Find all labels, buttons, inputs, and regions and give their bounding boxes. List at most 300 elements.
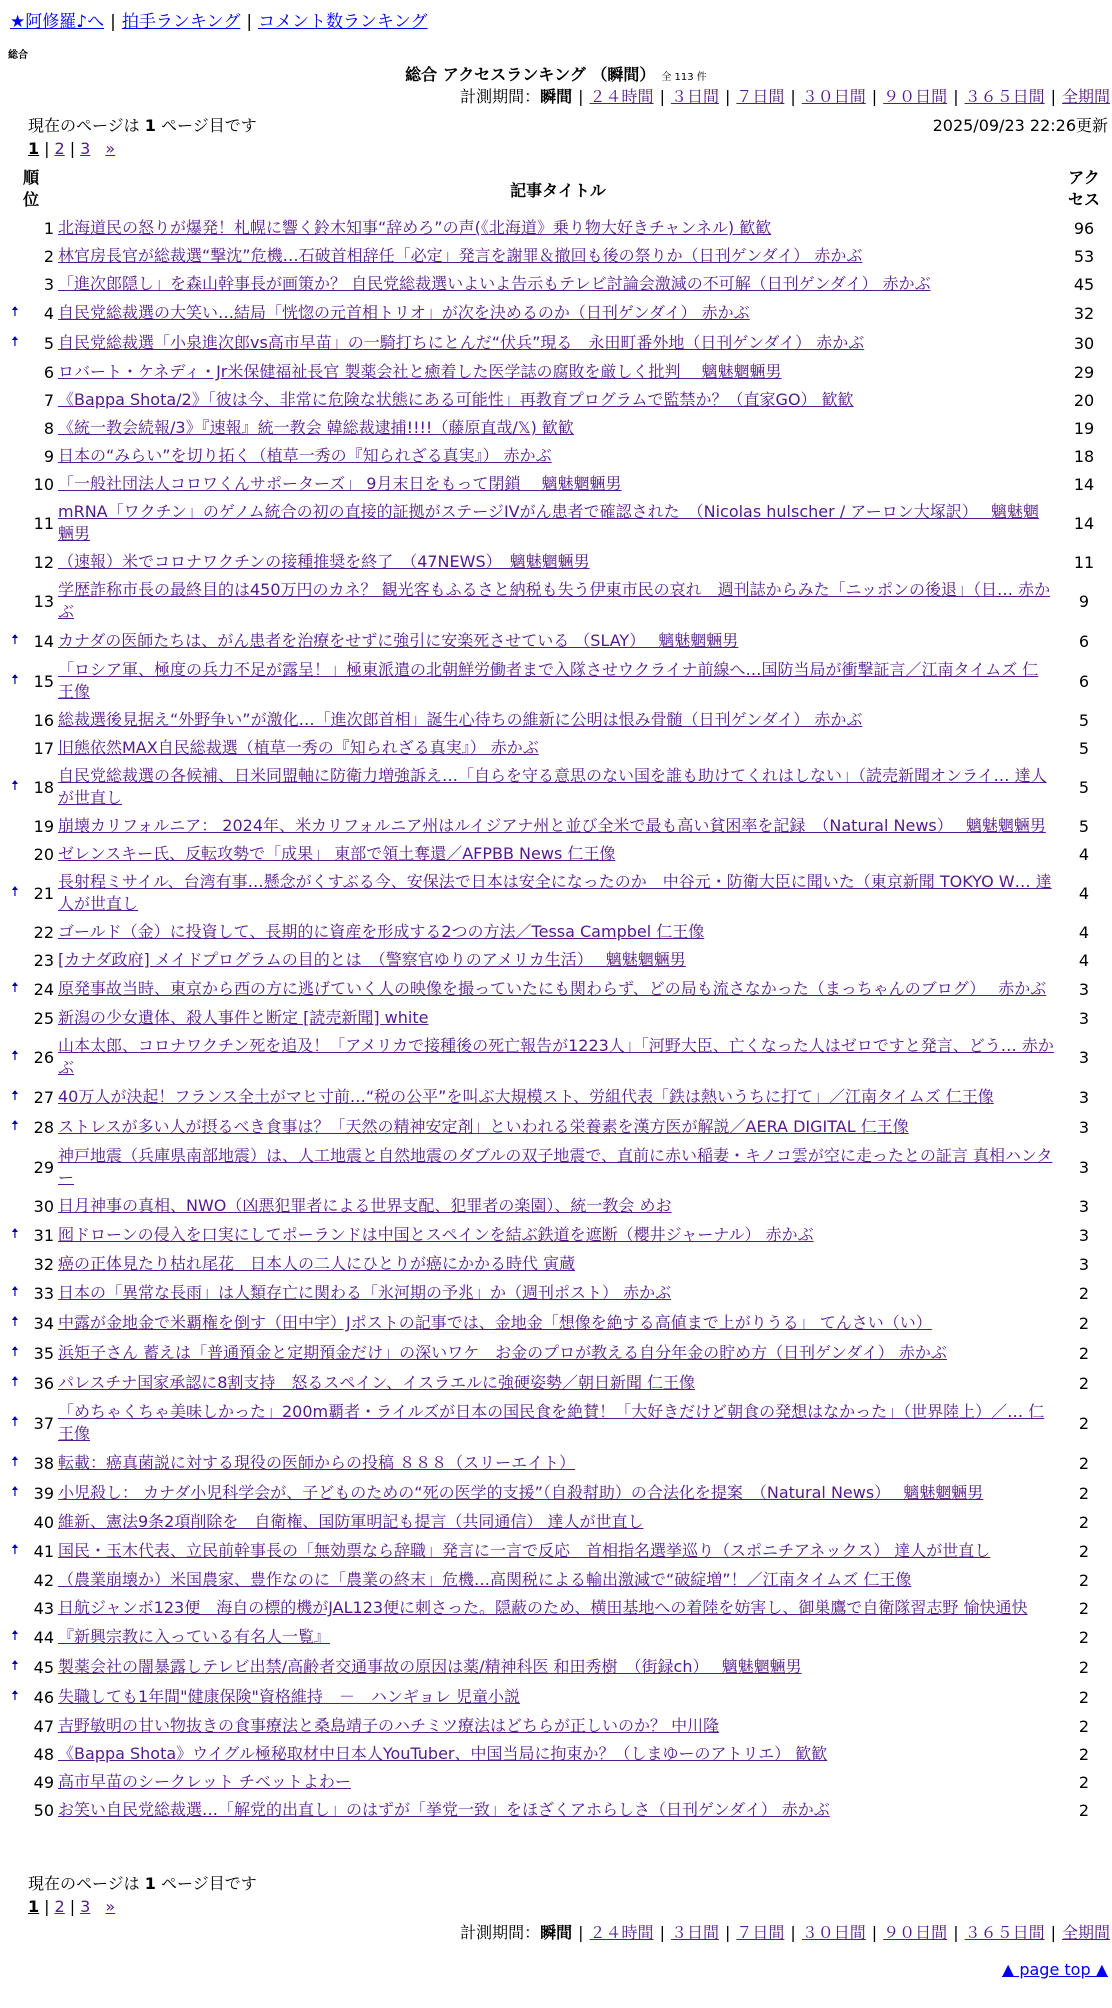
rank-number: 9 [43, 446, 54, 466]
table-header [6, 164, 1108, 214]
rank-number: 30 [33, 1196, 54, 1216]
rank-number: 4 [43, 303, 54, 323]
article-link[interactable]: ゼレンスキー氏、反転攻勢で「成果」 東部で領土奪還／AFPBB News 仁王像 [58, 844, 616, 863]
period-separator: | [659, 87, 665, 106]
access-count: 2 [1078, 1598, 1090, 1618]
article-link[interactable]: 《Bappa Shota/2》「彼は今、非常に危険な状態にある可能性」再教育プログラムで監禁か？（直家GO） 歓歓 [58, 390, 854, 409]
rank-up-icon [6, 242, 24, 270]
article-title-cell [56, 1192, 1060, 1220]
table-row [6, 1398, 1108, 1448]
article-link[interactable]: 山本太郎、コロナワクチン死を追及！「アメリカで接種後の死亡報告が1223人」「河野大臣、亡くなった人はゼロですと発言、どう… 赤かぶ [58, 1036, 1054, 1077]
access-count: 2 [1078, 1541, 1090, 1561]
rank-up-icon: 🠅 [11, 1118, 19, 1134]
article-link[interactable]: 中露が金地金で米覇権を倒す（田中宇）Jポストの記事では、金地金「想像を絶する高値まで上がりうる」 てんさい（い） [58, 1313, 932, 1332]
period-selector-bottom [460, 1922, 1110, 1944]
article-title-cell [56, 1398, 1060, 1448]
article-title-cell [56, 270, 1060, 298]
article-link[interactable]: 旧態依然MAX自民総裁選（植草一秀の『知られざる真実』） 赤かぶ [58, 738, 539, 757]
period-30d-link[interactable]: ３０日間 [801, 1923, 866, 1942]
rank-number: 36 [33, 1373, 54, 1393]
access-count: 30 [1073, 333, 1095, 353]
article-link[interactable]: 失職しても1年間"健康保険"資格維持 － ハンギョレ 児童小説 [58, 1687, 520, 1706]
article-link[interactable]: （農業崩壊か）米国農家、豊作なのに「農業の終末」危機…高関税による輸出激減で“破綻増”！／江南タイムズ 仁王像 [58, 1570, 912, 1589]
period-separator: | [659, 1923, 665, 1942]
article-title-cell [56, 656, 1060, 706]
article-title-cell [56, 576, 1060, 626]
article-link[interactable]: 学歴詐称市長の最終目的は450万円のカネ？ 観光客もふるさと納税も失う伊東市民の哀れ 週刊誌からみた「ニッポンの後退」（日… 赤かぶ [58, 580, 1051, 621]
access-count: 2 [1078, 1687, 1090, 1707]
article-link[interactable]: 自民党総裁選の各候補、日米同盟軸に防衛力増強訴え…「自らを守る意思のない国を誰も助けてくれはしない」（読売新聞オンライ… 達人が世直し [58, 766, 1047, 807]
rank-up-icon: 🠅 [11, 1414, 19, 1430]
table-row [6, 1112, 1108, 1142]
access-count: 9 [1078, 591, 1090, 611]
page-info-top [28, 115, 257, 137]
article-title-cell [56, 1338, 1060, 1368]
access-count: 3 [1078, 1157, 1090, 1177]
top-nav [10, 10, 428, 34]
access-count: 2 [1078, 1343, 1090, 1363]
pager-bottom [28, 1896, 115, 1918]
rank-number: 49 [33, 1772, 54, 1792]
clap-ranking-link[interactable]: 拍手ランキング [121, 12, 241, 32]
article-link[interactable]: 《Bappa Shota》ウイグル極秘取材中日本人YouTuber、中国当局に拘束か？（しまゆーのアトリエ） 歓歓 [58, 1744, 828, 1763]
table-row [6, 1142, 1108, 1192]
access-count: 18 [1073, 446, 1095, 466]
article-link[interactable]: 癌の正体見たり枯れ尾花 日本人の二人にひとりが癌にかかる時代 寅蔵 [58, 1254, 576, 1273]
rank-number: 42 [33, 1570, 54, 1590]
table-row [6, 1278, 1108, 1308]
article-link[interactable]: mRNA「ワクチン」のゲノム統合の初の直接的証拠がステージIVがん患者で確認された （Nicolas hulscher / アーロン大塚訳） 魑魅魍魎男 [58, 502, 1039, 543]
pager-next[interactable]: » [105, 139, 116, 158]
rank-number: 50 [33, 1800, 54, 1820]
period-365d-link[interactable]: ３６５日間 [964, 1923, 1045, 1942]
article-link[interactable]: 日航ジャンボ123便 海自の標的機がJAL123便に刺さった。隠蔽のため、横田基地への着陸を妨害し、御巣鷹で自衛隊習志野 愉快通快 [58, 1598, 1028, 1617]
rank-up-icon [6, 470, 24, 498]
period-365d-link[interactable]: ３６５日間 [964, 87, 1045, 106]
period-90d-link[interactable]: ９０日間 [883, 87, 948, 106]
article-title-cell [56, 1250, 1060, 1278]
article-title-cell [56, 414, 1060, 442]
article-link[interactable]: 林官房長官が総裁選“撃沈”危機…石破首相辞任「必定」発言を謝罪＆撤回も後の祭りか（日刊ゲンダイ） 赤かぶ [58, 246, 863, 265]
rank-up-icon [6, 414, 24, 442]
rank-number: 17 [33, 738, 54, 758]
rank-up-icon: 🠅 [11, 1048, 19, 1064]
table-row [6, 1082, 1108, 1112]
page-info-bottom [28, 1873, 257, 1895]
rank-up-icon: 🠅 [11, 778, 19, 794]
pager-page-3[interactable]: 3 [80, 139, 91, 158]
article-title-cell [56, 214, 1060, 242]
article-title-cell [56, 1278, 1060, 1308]
rank-up-icon [6, 270, 24, 298]
rank-number: 11 [33, 513, 54, 533]
period-90d-link[interactable]: ９０日間 [883, 1923, 948, 1942]
article-link[interactable]: お笑い自民党総裁選…「解党的出直し」のはずが「挙党一致」をほざくアホらしさ（日刊ゲンダイ） 赤かぶ [58, 1800, 830, 1819]
article-title-cell [56, 974, 1060, 1004]
article-link[interactable]: 日月神事の真相、NWO（凶悪犯罪者による世界支配、犯罪者の楽園）、統一教会 めお [58, 1196, 672, 1215]
period-7d-link[interactable]: ７日間 [736, 1923, 785, 1942]
rank-up-icon: 🠅 [11, 304, 19, 320]
article-link[interactable]: 日本の「異常な長雨」は人類存亡に関わる「氷河期の予兆」か（週刊ポスト） 赤かぶ [58, 1283, 672, 1302]
period-all-link[interactable]: 全期間 [1061, 1923, 1110, 1942]
pager-next[interactable]: » [105, 1897, 116, 1916]
period-24h-link[interactable]: ２４時間 [589, 87, 654, 106]
rank-up-icon: 🠅 [11, 980, 19, 996]
article-title-cell [56, 812, 1060, 840]
rank-number: 12 [33, 552, 54, 572]
article-link[interactable]: 転載：癌真菌説に対する現役の医師からの投稿 ８８８（スリーエイト） [58, 1453, 576, 1472]
rank-up-icon [6, 358, 24, 386]
article-title-cell [56, 242, 1060, 270]
rank-number: 37 [33, 1413, 54, 1433]
pager-separator: | [69, 139, 76, 158]
col-access-label: アクセス [1067, 168, 1100, 209]
rank-number: 41 [33, 1541, 54, 1561]
period-separator: | [790, 1923, 796, 1942]
pager-space [95, 1897, 100, 1916]
article-link[interactable]: ロバート・ケネディ・Jr米保健福祉長官 製薬会社と癒着した医学誌の腐敗を厳しく批判 魑魅魍魎男 [58, 362, 782, 381]
access-count: 5 [1078, 816, 1090, 836]
access-count: 2 [1078, 1313, 1090, 1333]
table-row [6, 918, 1108, 946]
rank-number: 31 [33, 1225, 54, 1245]
access-count: 3 [1078, 1047, 1090, 1067]
article-link[interactable]: 自民党総裁選の大笑い…結局「恍惚の元首相トリオ」が次を決めるのか（日刊ゲンダイ） 赤かぶ [58, 303, 750, 322]
access-count: 6 [1078, 671, 1090, 691]
rank-number: 38 [33, 1453, 54, 1473]
article-link[interactable]: 小児殺し： カナダ小児科学会が、子どものための“死の医学的支援”（自殺幇助）の合法化を提案 （Natural News） 魑魅魍魎男 [58, 1483, 984, 1502]
period-separator: | [871, 1923, 878, 1942]
rank-up-icon [6, 1004, 24, 1032]
period-30d-link[interactable]: ３０日間 [801, 87, 866, 106]
article-link[interactable]: 浜矩子さん 蓄えは「普通預金と定期預金だけ」の深いワケ お金のプロが教える自分年金の貯め方（日刊ゲンダイ） 赤かぶ [58, 1343, 947, 1362]
period-separator: | [1050, 87, 1056, 106]
article-link[interactable]: 「一般社団法人コロワくんサポーターズ」 9月末日をもって閉鎖 魑魅魍魎男 [58, 474, 622, 493]
access-count: 19 [1073, 418, 1095, 438]
rank-up-icon: 🠅 [11, 884, 19, 900]
article-link[interactable]: 維新、憲法9条2項削除を 自衛権、国防軍明記も提言（共同通信） 達人が世直し [58, 1512, 644, 1531]
pager-separator: | [69, 1897, 76, 1916]
rank-up-icon [6, 1594, 24, 1622]
rank-up-icon [6, 1192, 24, 1220]
comment-ranking-link[interactable]: コメント数ランキング [258, 12, 428, 32]
rank-number: 43 [33, 1598, 54, 1618]
period-all-link[interactable]: 全期間 [1061, 87, 1110, 106]
article-link[interactable]: 「進次郎隠し」を森山幹事長が画策か？ 自民党総裁選いよいよ告示もテレビ討論会激減の不可解（日刊ゲンダイ） 赤かぶ [58, 274, 931, 293]
period-separator: | [1050, 1923, 1056, 1942]
access-count: 2 [1078, 1627, 1090, 1647]
rank-number: 22 [33, 922, 54, 942]
access-count: 96 [1073, 218, 1095, 238]
table-row [6, 328, 1108, 358]
col-rank-header [6, 164, 56, 214]
article-title-cell [56, 918, 1060, 946]
table-row [6, 1220, 1108, 1250]
access-count: 2 [1078, 1772, 1090, 1792]
table-row [6, 1652, 1108, 1682]
ranking-body [6, 214, 1108, 1824]
table-row [6, 1594, 1108, 1622]
table-row [6, 946, 1108, 974]
rank-up-icon [6, 1142, 24, 1192]
access-count: 2 [1078, 1800, 1090, 1820]
table-row [6, 1682, 1108, 1712]
article-link[interactable]: 日本の“みらい”を切り拓く（植草一秀の『知られざる真実』） 赤かぶ [58, 446, 552, 465]
article-link[interactable]: 「めちゃくちゃ美味しかった」200m覇者・ライルズが日本の国民食を絶賛！「大好きだけど朝食の発想はなかった」（世界陸上）／… 仁王像 [58, 1402, 1045, 1443]
article-title-cell [56, 1220, 1060, 1250]
article-link[interactable]: 北海道民の怒りが爆発！札幌に響く鈴木知事“辞めろ”の声(《北海道》乗り物大好きチャンネル) 歓歓 [58, 218, 772, 237]
article-title-cell [56, 1566, 1060, 1594]
period-3d-link[interactable]: ３日間 [670, 1923, 719, 1942]
article-link[interactable]: カナダの医師たちは、がん患者を治療をせずに強引に安楽死させている （SLAY） 魑魅魍魎男 [58, 631, 739, 650]
article-link[interactable]: 40万人が決起！フランス全土がマヒ寸前…“税の公平”を叫ぶ大規模スト、労組代表「鉄は熱いうちに打て」／江南タイムズ 仁王像 [58, 1087, 994, 1106]
rank-number: 25 [33, 1008, 54, 1028]
access-count: 45 [1073, 274, 1095, 294]
article-link[interactable]: 国民・玉木代表、立民前幹事長の「無効票なら辞職」発言に一言で反応 首相指名選挙巡り（スポニチアネックス） 達人が世直し [58, 1541, 991, 1560]
access-count: 20 [1073, 390, 1095, 410]
article-title-cell [56, 1368, 1060, 1398]
rank-up-icon [6, 1566, 24, 1594]
article-title-cell [56, 1112, 1060, 1142]
rank-up-icon [6, 1712, 24, 1740]
article-title-cell [56, 442, 1060, 470]
article-title-cell [56, 1768, 1060, 1796]
pager-current: 1 [28, 139, 40, 158]
access-count: 14 [1073, 474, 1095, 494]
article-title-cell [56, 328, 1060, 358]
rank-number: 8 [43, 418, 54, 438]
period-label: 計測期間： [460, 1923, 541, 1942]
table-row [6, 386, 1108, 414]
period-7d-link[interactable]: ７日間 [736, 87, 785, 106]
period-separator: | [724, 87, 731, 106]
article-title-cell [56, 1652, 1060, 1682]
article-link[interactable]: 長射程ミサイル、台湾有事…懸念がくすぶる今、安保法で日本は安全になったのか 中谷元・防衛大臣に聞いた（東京新聞 TOKYO W… 達人が世直し [58, 872, 1052, 913]
article-link[interactable]: 原発事故当時、東京から西の方に逃げていく人の映像を撮っていたにも関わらず、どの局も流さなかった（まっちゃんのブログ） 赤かぶ [58, 979, 1047, 998]
period-24h-link[interactable]: ２４時間 [589, 1923, 654, 1942]
rank-up-icon: 🠅 [11, 1688, 19, 1704]
access-count: 2 [1078, 1716, 1090, 1736]
article-link[interactable]: 吉野敏明の甘い物抜きの食事療法と桑島靖子のハチミツ療法はどちらが正しいのか？ 中川隆 [58, 1716, 720, 1735]
access-count: 11 [1073, 552, 1095, 572]
rank-number: 46 [33, 1687, 54, 1707]
rank-number: 18 [33, 777, 54, 797]
rank-up-icon [6, 576, 24, 626]
rank-up-icon [6, 214, 24, 242]
access-count: 3 [1078, 979, 1090, 999]
rank-up-icon: 🠅 [11, 1226, 19, 1242]
table-row [6, 298, 1108, 328]
article-title-cell [56, 706, 1060, 734]
article-link[interactable]: 総裁選後見据え“外野争い”が激化…「進次郎首相」誕生心待ちの維新に公明は恨み骨髄（日刊ゲンダイ） 赤かぶ [58, 710, 863, 729]
access-count: 2 [1078, 1512, 1090, 1532]
article-title-cell [56, 470, 1060, 498]
article-link[interactable]: 自民党総裁選「小泉進次郎vs高市早苗」の一騎打ちにとんだ“伏兵”現る 永田町番外地（日刊ゲンダイ） 赤かぶ [58, 333, 865, 352]
access-count: 14 [1073, 513, 1095, 533]
rank-up-icon: 🠅 [11, 632, 19, 648]
rank-number: 35 [33, 1343, 54, 1363]
rank-number: 20 [33, 844, 54, 864]
rank-number: 7 [43, 390, 54, 410]
article-title-cell [56, 762, 1060, 812]
article-title-cell [56, 1594, 1060, 1622]
col-rank-label: 順位 [22, 168, 39, 209]
article-link[interactable]: ゴールド（金）に投資して、長期的に資産を形成する2つの方法／Tessa Campbel 仁王像 [58, 922, 705, 941]
access-count: 2 [1078, 1373, 1090, 1393]
rank-up-icon: 🠅 [11, 334, 19, 350]
rank-up-icon: 🠅 [11, 1344, 19, 1360]
article-link[interactable]: 「ロシア軍、極度の兵力不足が露呈！」極東派遣の北朝鮮労働者まで入隊させウクライナ前線へ…国防当局が衝撃証言／江南タイムズ 仁王像 [58, 660, 1039, 701]
article-title-cell [56, 1082, 1060, 1112]
table-row [6, 1338, 1108, 1368]
table-row [6, 974, 1108, 1004]
article-title-cell [56, 548, 1060, 576]
article-title-cell [56, 1796, 1060, 1824]
article-title-cell [56, 868, 1060, 918]
access-count: 4 [1078, 883, 1090, 903]
updated-timestamp: 2025/09/23 22:26更新 [932, 116, 1108, 135]
article-title-cell [56, 1622, 1060, 1652]
article-title-cell [56, 358, 1060, 386]
article-link[interactable]: 『新興宗教に入っている有名人一覧』 [58, 1627, 331, 1646]
pager-page-3[interactable]: 3 [80, 1897, 91, 1916]
table-row [6, 1536, 1108, 1566]
rank-up-icon [6, 548, 24, 576]
access-count: 2 [1078, 1570, 1090, 1590]
article-link[interactable]: 崩壊カリフォルニア： 2024年、米カリフォルニア州はルイジアナ州と並び全米で最も高い貧困率を記録 （Natural News） 魑魅魍魎男 [58, 816, 1046, 835]
article-link[interactable]: 新潟の少女遺体、殺人事件と断定 [読売新聞] white [58, 1008, 429, 1027]
rank-number: 40 [33, 1512, 54, 1532]
access-count: 3 [1078, 1225, 1090, 1245]
page-top-link[interactable]: ▲ page top ▲ [1001, 1960, 1108, 1979]
table-row [6, 242, 1108, 270]
table-row [6, 1566, 1108, 1594]
article-link[interactable]: ストレスが多い人が摂るべき食事は？「天然の精神安定剤」といわれる栄養素を漢方医が解説／AERA DIGITAL 仁王像 [58, 1117, 909, 1136]
pager-page-2[interactable]: 2 [54, 1897, 65, 1916]
rank-up-icon: 🠅 [11, 1454, 19, 1470]
rank-number: 13 [33, 591, 54, 611]
access-count: 3 [1078, 1254, 1090, 1274]
rank-up-icon [6, 1508, 24, 1536]
rank-up-icon [6, 1250, 24, 1278]
article-link[interactable]: （速報）米でコロナワクチンの接種推奨を終了 （47NEWS） 魑魅魍魎男 [58, 552, 590, 571]
access-count: 4 [1078, 950, 1090, 970]
ranking-title: 総合 アクセスランキング （瞬間） [405, 65, 656, 84]
rank-up-icon: 🠅 [11, 1658, 19, 1674]
rank-up-icon [6, 386, 24, 414]
period-selector-top [460, 86, 1110, 108]
article-title-cell [56, 1032, 1060, 1082]
rank-up-icon [6, 1768, 24, 1796]
table-row [6, 1768, 1108, 1796]
table-row [6, 1448, 1108, 1478]
col-title-header: 記事タイトル [510, 180, 606, 200]
rank-up-icon [6, 442, 24, 470]
table-row [6, 1712, 1108, 1740]
access-count: 32 [1073, 303, 1095, 323]
period-separator: | [578, 87, 584, 106]
period-separator: | [953, 87, 959, 106]
access-count: 5 [1078, 710, 1090, 730]
rank-number: 5 [43, 333, 54, 353]
article-title-cell [56, 1308, 1060, 1338]
article-title-cell [56, 1478, 1060, 1508]
total-count: 全 113 件 [661, 72, 707, 83]
period-current: 瞬間 [540, 87, 573, 106]
access-count: 3 [1078, 1196, 1090, 1216]
rank-number: 47 [33, 1716, 54, 1736]
pager-space [95, 139, 100, 158]
period-3d-link[interactable]: ３日間 [670, 87, 719, 106]
home-link[interactable]: ★阿修羅♪へ [10, 12, 105, 32]
rank-number: 6 [43, 362, 54, 382]
article-title-cell [56, 298, 1060, 328]
article-title-cell [56, 946, 1060, 974]
rank-up-icon [6, 946, 24, 974]
rank-number: 21 [33, 883, 54, 903]
rank-number: 29 [33, 1157, 54, 1177]
rank-number: 23 [33, 950, 54, 970]
rank-number: 39 [33, 1483, 54, 1503]
table-row [6, 548, 1108, 576]
pager-page-2[interactable]: 2 [54, 139, 65, 158]
rank-up-icon: 🠅 [11, 1542, 19, 1558]
article-link[interactable]: 《統一教会続報/3》『速報』統一教会 韓総裁逮捕!!!!（藤原直哉/𝕏) 歓歓 [58, 418, 574, 437]
article-link[interactable]: 高市早苗のシークレット チベットよわー [58, 1772, 351, 1791]
access-count: 29 [1073, 362, 1095, 382]
rank-number: 32 [33, 1254, 54, 1274]
article-title-cell [56, 1740, 1060, 1768]
rank-number: 27 [33, 1087, 54, 1107]
page-info-suffix: ページ目です [161, 116, 257, 135]
period-separator: | [790, 87, 796, 106]
rank-number: 1 [43, 218, 54, 238]
table-row [6, 414, 1108, 442]
rank-up-icon: 🠅 [11, 1484, 19, 1500]
access-count: 5 [1078, 777, 1090, 797]
access-count: 2 [1078, 1483, 1090, 1503]
rank-number: 3 [43, 274, 54, 294]
page-info-number: 1 [144, 116, 156, 135]
rank-up-icon [6, 1796, 24, 1824]
table-row [6, 442, 1108, 470]
period-current: 瞬間 [540, 1923, 573, 1942]
article-link[interactable]: パレスチナ国家承認に8割支持 怒るスペイン、イスラエルに強硬姿勢／朝日新聞 仁王像 [58, 1373, 696, 1392]
table-row [6, 1478, 1108, 1508]
table-row [6, 1796, 1108, 1824]
article-link[interactable]: 神戸地震（兵庫県南部地震）は、人工地震と自然地震のダブルの双子地震で、直前に赤い稲妻・キノコ雲が空に走ったとの証言 真相ハンター [58, 1146, 1053, 1187]
article-link[interactable]: 囮ドローンの侵入を口実にしてポーランドは中国とスペインを結ぶ鉄道を遮断（櫻井ジャーナル） 赤かぶ [58, 1225, 814, 1244]
access-count: 3 [1078, 1117, 1090, 1137]
table-row [6, 1250, 1108, 1278]
table-row [6, 626, 1108, 656]
table-row [6, 1740, 1108, 1768]
nav-separator: | [110, 12, 116, 32]
rank-up-icon: 🠅 [11, 1374, 19, 1390]
table-row [6, 214, 1108, 242]
article-link[interactable]: [カナダ政府] メイドプログラムの目的とは （警察官ゆりのアメリカ生活） 魑魅魍魎男 [58, 950, 686, 969]
access-count: 5 [1078, 738, 1090, 758]
table-row [6, 1508, 1108, 1536]
table-row [6, 1192, 1108, 1220]
table-row [6, 498, 1108, 548]
pager-separator: | [44, 1897, 50, 1916]
rank-number: 2 [43, 246, 54, 266]
rank-number: 19 [33, 816, 54, 836]
nav-separator: | [246, 12, 253, 32]
article-link[interactable]: 製薬会社の闇暴露しテレビ出禁/高齢者交通事故の原因は薬/精神科医 和田秀樹 （街録ch） 魑魅魍魎男 [58, 1657, 802, 1676]
article-title-cell [56, 626, 1060, 656]
